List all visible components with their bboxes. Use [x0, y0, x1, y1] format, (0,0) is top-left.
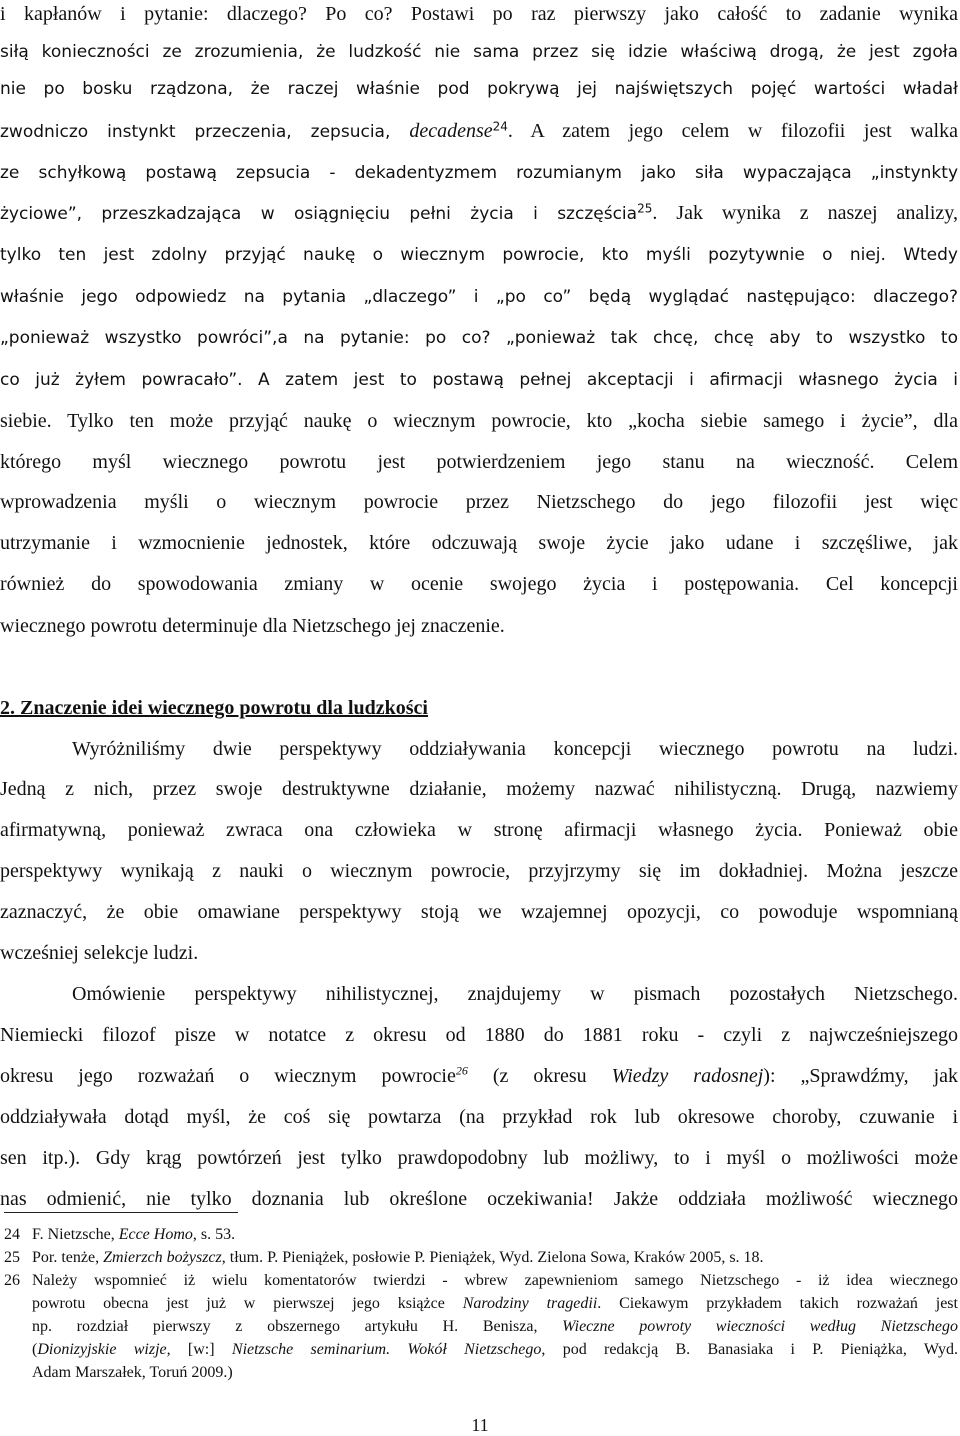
line-text: (z okresu [467, 1065, 612, 1087]
section-line-12 [0, 1185, 958, 1213]
section-line-9 [0, 1062, 958, 1090]
footnote-text: , tłum. P. Pieniążek, posłowie P. Pieniążek, Wyd. Zielona Sowa, Kraków 2005, s. 18. [221, 1249, 764, 1266]
body-line-9 [0, 324, 958, 352]
footnote-26-line-4 [32, 1339, 958, 1361]
body-line-5 [0, 159, 958, 187]
body-line-10 [0, 366, 958, 394]
line-text: tylko ten jest zdolny przyjąć naukę o wiecznym powrocie, kto myśli pozytywnie o niej. Wtedy [0, 245, 958, 265]
body-line-16 [0, 612, 958, 640]
body-line-8 [0, 283, 958, 311]
footnote-text: , pod redakcją B. Banasiaka i P. Pieniążka, Wyd. [541, 1341, 958, 1358]
section-line-10 [0, 1103, 958, 1131]
line-text: zaznaczyć, że obie omawiane perspektywy stoją we wzajemnej opozycji, co powoduje wspomnianą [0, 901, 958, 923]
line-text: Omówienie perspektywy nihilistycznej, znajdujemy w pismach pozostałych Nietzschego. [72, 983, 958, 1005]
footnote-text: np. rozdział pierwszy z obszernego artykułu H. Benisza, [32, 1318, 563, 1335]
footnote-number: 25 [4, 1249, 20, 1266]
body-line-1 [0, 0, 958, 28]
line-text: nie po bosku rządzona, że raczej właśnie pod pokrywą jej najświętszych pojęć wartości władał [0, 79, 958, 99]
line-text: okresu jego rozważań o wiecznym powrocie [0, 1065, 456, 1087]
footnote-text: Por. tenże, [32, 1249, 104, 1266]
line-text: nas odmienić, nie tylko doznania lub określone oczekiwania! Jakże oddziała możliwość wiecznego [0, 1188, 958, 1210]
section-line-3 [0, 816, 958, 844]
footnote-text: Należy wspomnieć iż wielu komentatorów twierdzi - wbrew zapewnieniom samego Nietzschego - iż idea wiecznego [32, 1272, 958, 1289]
line-text: utrzymanie i wzmocnienie jednostek, które odczuwają swoje życie jako udane i szczęśliwe, jak [0, 532, 958, 554]
body-line-2 [0, 38, 958, 66]
line-text: . Jak wynika z naszej analizy, [652, 202, 958, 224]
body-line-4 [0, 117, 958, 145]
section-line-8 [0, 1021, 958, 1049]
line-text: oddziaływała dotąd myśl, że coś się powtarza (na przykład rok lub okresowe choroby, czuwanie i [0, 1106, 958, 1128]
section-heading [0, 694, 958, 722]
line-text: ze schyłkową postawą zepsucia - dekadentyzmem rozumianym jako siła wypaczająca „instynkty [0, 163, 958, 183]
line-text: wiecznego powrotu determinuje dla Nietzschego jej znaczenie. [0, 615, 505, 637]
line-text: „ponieważ wszystko powróci”,a na pytanie: po co? „ponieważ tak chcę, chcę aby to wszystko to [0, 328, 958, 348]
footnote-text: Adam Marszałek, Toruń 2009.) [32, 1364, 233, 1381]
footnote-number: 24 [4, 1226, 20, 1243]
body-line-13 [0, 488, 958, 516]
footnote-text: , s. 53. [192, 1226, 236, 1243]
body-line-11 [0, 407, 958, 435]
footnote-text: powrotu obecna jest już w pierwszej jego książce [32, 1295, 463, 1312]
footnote-number: 26 [4, 1272, 20, 1289]
line-text: afirmatywną, ponieważ zwraca ona człowieka w stronę afirmacji własnego życia. Ponieważ obie [0, 819, 958, 841]
section-line-5 [0, 898, 958, 926]
page-number: 11 [471, 1415, 489, 1435]
section-line-4 [0, 857, 958, 885]
footnote-25 [32, 1247, 958, 1269]
footnote-title: Ecce Homo [118, 1226, 193, 1243]
footnote-26-line-2 [32, 1293, 958, 1315]
line-text: właśnie jego odpowiedz na pytania „dlaczego” i „po co” będą wyglądać następująco: dlaczego? [0, 287, 958, 307]
section-line-6 [0, 939, 958, 967]
footnote-title: Nietzsche seminarium. Wokół Nietzschego [231, 1341, 542, 1358]
line-text: siebie. Tylko ten może przyjąć naukę o wiecznym powrocie, kto „kocha siebie samego i życie”, dla [0, 410, 958, 432]
line-text: . A zatem jego celem w filozofii jest walka [507, 120, 958, 142]
body-line-14 [0, 529, 958, 557]
line-text: którego myśl wiecznego powrotu jest potwierdzeniem jego stanu na wieczność. Celem [0, 451, 958, 473]
line-text: zwodniczo instynkt przeczenia, zepsucia, [0, 122, 410, 142]
line-text: Niemiecki filozof pisze w notatce z okresu od 1880 do 1881 roku - czyli z najwcześniejszego [0, 1024, 958, 1046]
footnote-text: ( [32, 1341, 38, 1358]
body-line-12 [0, 448, 958, 476]
body-line-6 [0, 199, 958, 227]
italic-term: decadense [409, 120, 493, 142]
footnote-title: Narodziny tragedii [462, 1295, 598, 1312]
section-line-11 [0, 1144, 958, 1172]
footnote-ref: 24 [492, 119, 508, 134]
line-text: wprowadzenia myśli o wiecznym powrocie przez Nietzschego do jego filozofii jest więc [0, 491, 958, 513]
line-text: wcześniej selekcje ludzi. [0, 942, 199, 964]
line-text: siłą konieczności ze zrozumienia, że ludzkość nie sama przez się idzie właściwą drogą, że jest zgoła [0, 42, 958, 62]
footnote-title: Wieczne powroty wieczności według Nietzschego [562, 1318, 958, 1335]
footnote-title: Zmierzch bożyszcz [103, 1249, 222, 1266]
body-line-15 [0, 570, 958, 598]
footnote-26-line-3 [32, 1316, 958, 1338]
footnote-24 [32, 1224, 958, 1246]
line-text: Jedną z nich, przez swoje destruktywne działanie, możemy nazwać nihilistyczną. Drugą, nazwiemy [0, 778, 958, 800]
line-text: Wyróżniliśmy dwie perspektywy oddziaływania koncepcji wiecznego powrotu na ludzi. [72, 738, 958, 760]
footnote-separator [4, 1212, 238, 1213]
line-text: ): „Sprawdźmy, jak [763, 1065, 958, 1087]
footnote-text: . Ciekawym przykładem takich rozważań jest [597, 1295, 958, 1312]
footnote-text: F. Nietzsche, [32, 1226, 119, 1243]
line-text: perspektywy wynikają z nauki o wiecznym powrocie, przyjrzymy się im dokładniej. Można jeszcze [0, 860, 958, 882]
footnote-ref: 26 [455, 1063, 468, 1078]
section-line-1 [72, 735, 958, 763]
line-text: życiowe”, przeszkadzająca w osiągnięciu pełni życia i szczęścia [0, 204, 638, 224]
footnote-26-line-1 [32, 1270, 958, 1292]
footnote-ref: 25 [637, 201, 653, 216]
body-line-7 [0, 241, 958, 269]
line-text: i kapłanów i pytanie: dlaczego? Po co? Postawi po raz pierwszy jako całość to zadanie wynika [0, 3, 958, 25]
line-text: sen itp.). Gdy krąg powtórzeń jest tylko prawdopodobny lub możliwy, to i myśl o możliwości może [0, 1147, 958, 1169]
section-line-2 [0, 775, 958, 803]
heading-text: 2. Znaczenie idei wiecznego powrotu dla ludzkości [0, 697, 428, 719]
body-line-3 [0, 75, 958, 103]
section-line-7 [72, 980, 958, 1008]
footnote-26-line-5 [32, 1362, 958, 1384]
footnote-title: Dionizyjskie wizje, [37, 1341, 171, 1358]
line-text: również do spowodowania zmiany w ocenie swojego życia i postępowania. Cel koncepcji [0, 573, 958, 595]
italic-title: Wiedzy radosnej [611, 1065, 764, 1087]
footnote-text: [w:] [170, 1341, 232, 1358]
line-text: co już żyłem powracało”. A zatem jest to postawą pełnej akceptacji i afirmacji własnego życia i [0, 370, 958, 390]
